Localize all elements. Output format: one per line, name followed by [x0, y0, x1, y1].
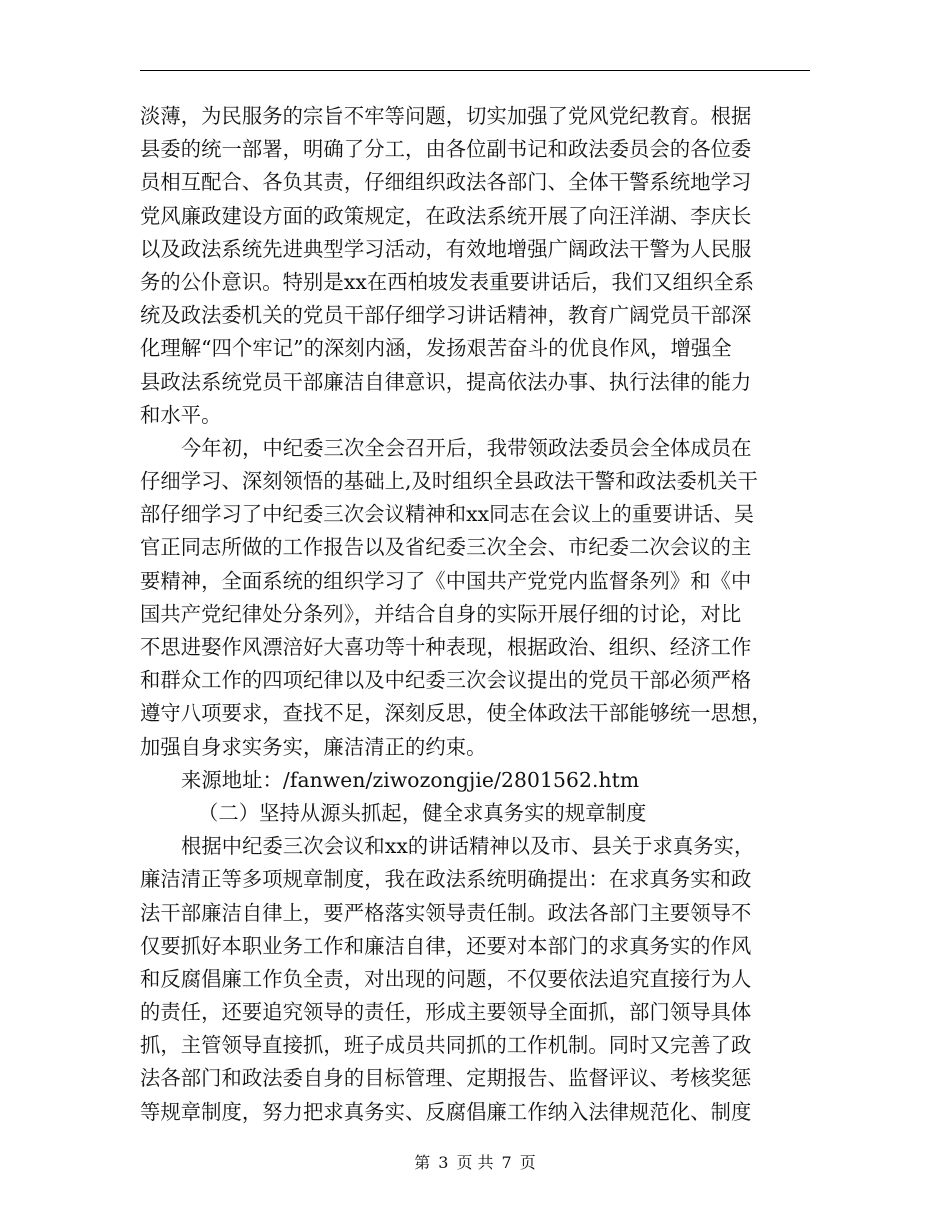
header-rule: [140, 70, 810, 71]
text-line: 仔细学习、深刻领悟的基础上,及时组织全县政法干警和政法委机关干: [140, 469, 758, 494]
footer-prefix: 第: [414, 1153, 431, 1172]
text-line: 根据中纪委三次会议和xx的讲话精神以及市、县关于求真务实，: [181, 834, 755, 859]
text-line: 抓，主管领导直接抓，班子成员共同抓的工作机制。同时又完善了政: [140, 1033, 752, 1058]
text-line: 县委的统一部署，明确了分工，由各位副书记和政法委员会的各位委: [140, 137, 752, 162]
text-line: 不思进娶作风漂涪好大喜功等十种表现，根据政治、组织、经济工作: [140, 635, 752, 659]
text-line: 和反腐倡廉工作负全责，对出现的问题，不仅要依法追究直接行为人: [140, 966, 752, 991]
text-line: （二）坚持从源头抓起，健全求真务实的规章制度: [198, 800, 647, 825]
text-line: 化理解“四个牢记”的深刻内涵，发扬艰苦奋斗的优良作风，增强全: [140, 336, 732, 361]
text-line: 以及政法系统先进典型学习活动，有效地增强广阔政法干警为人民服: [140, 236, 752, 261]
footer-current-page: 3: [438, 1153, 449, 1172]
text-line: 淡薄，为民服务的宗旨不牢等问题，切实加强了党风党纪教育。根据: [140, 104, 752, 128]
text-line: 员相互配合、各负其责，仔细组织政法各部门、全体干警系统地学习: [140, 170, 752, 195]
text-line: 要精神，全面系统的组织学习了《中国共产党党内监督条列》和《中: [140, 568, 752, 593]
text-line: 官正同志所做的工作报告以及省纪委三次全会、市纪委二次会议的主: [140, 535, 752, 560]
text-line: 遵守八项要求，查找不足，深刻反思，使全体政法干部能够统一思想，: [140, 701, 772, 726]
text-line: 县政法系统党员干部廉洁自律意识，提高依法办事、执行法律的能力: [140, 369, 752, 394]
text-line: 廉洁清正等多项规章制度，我在政法系统明确提出：在求真务实和政: [140, 867, 752, 892]
document-body: [140, 100, 815, 1129]
text-line: 的责任，还要追究领导的责任，形成主要领导全面抓，部门领导具体: [140, 1000, 752, 1025]
text-line: 今年初，中纪委三次全会召开后，我带领政法委员会全体成员在: [181, 435, 752, 460]
text-line: 仅要抓好本职业务工作和廉洁自律，还要对本部门的求真务实的作风: [140, 933, 752, 958]
footer-suffix: 页: [519, 1153, 536, 1172]
text-line: 国共产党纪律处分条列》，并结合自身的实际开展仔细的讨论，对比: [140, 601, 742, 626]
text-line: 部仔细学习了中纪委三次会议精神和xx同志在会议上的重要讲话、吴: [140, 502, 755, 527]
footer-middle: 页 共: [456, 1153, 494, 1172]
page-footer: [0, 1153, 950, 1173]
text-line: 来源地址：/fanwen/ziwozongjie/2801562.htm: [181, 767, 640, 792]
footer-total-pages: 7: [501, 1153, 512, 1172]
text-line: 务的公仆意识。特别是xx在西柏坡发表重要讲话后，我们又组织全系: [140, 269, 755, 294]
text-line: 法干部廉洁自律上，要严格落实领导责任制。政法各部门主要领导不: [140, 900, 752, 925]
text-line: 等规章制度，努力把求真务实、反腐倡廉工作纳入法律规范化、制度: [140, 1099, 752, 1124]
text-line: 和群众工作的四项纪律以及中纪委三次会议提出的党员干部必须严格: [140, 668, 752, 693]
text-line: 法各部门和政法委自身的目标管理、定期报告、监督评议、考核奖惩: [140, 1066, 752, 1091]
text-line: 和水平。: [140, 402, 222, 427]
text-line: 党风廉政建设方面的政策规定，在政法系统开展了向汪洋湖、李庆长: [140, 203, 752, 228]
text-line: 加强自身求实务实，廉洁清正的约束。: [140, 734, 487, 759]
text-line: 统及政法委机关的党员干部仔细学习讲话精神，教育广阔党员干部深: [140, 303, 752, 328]
